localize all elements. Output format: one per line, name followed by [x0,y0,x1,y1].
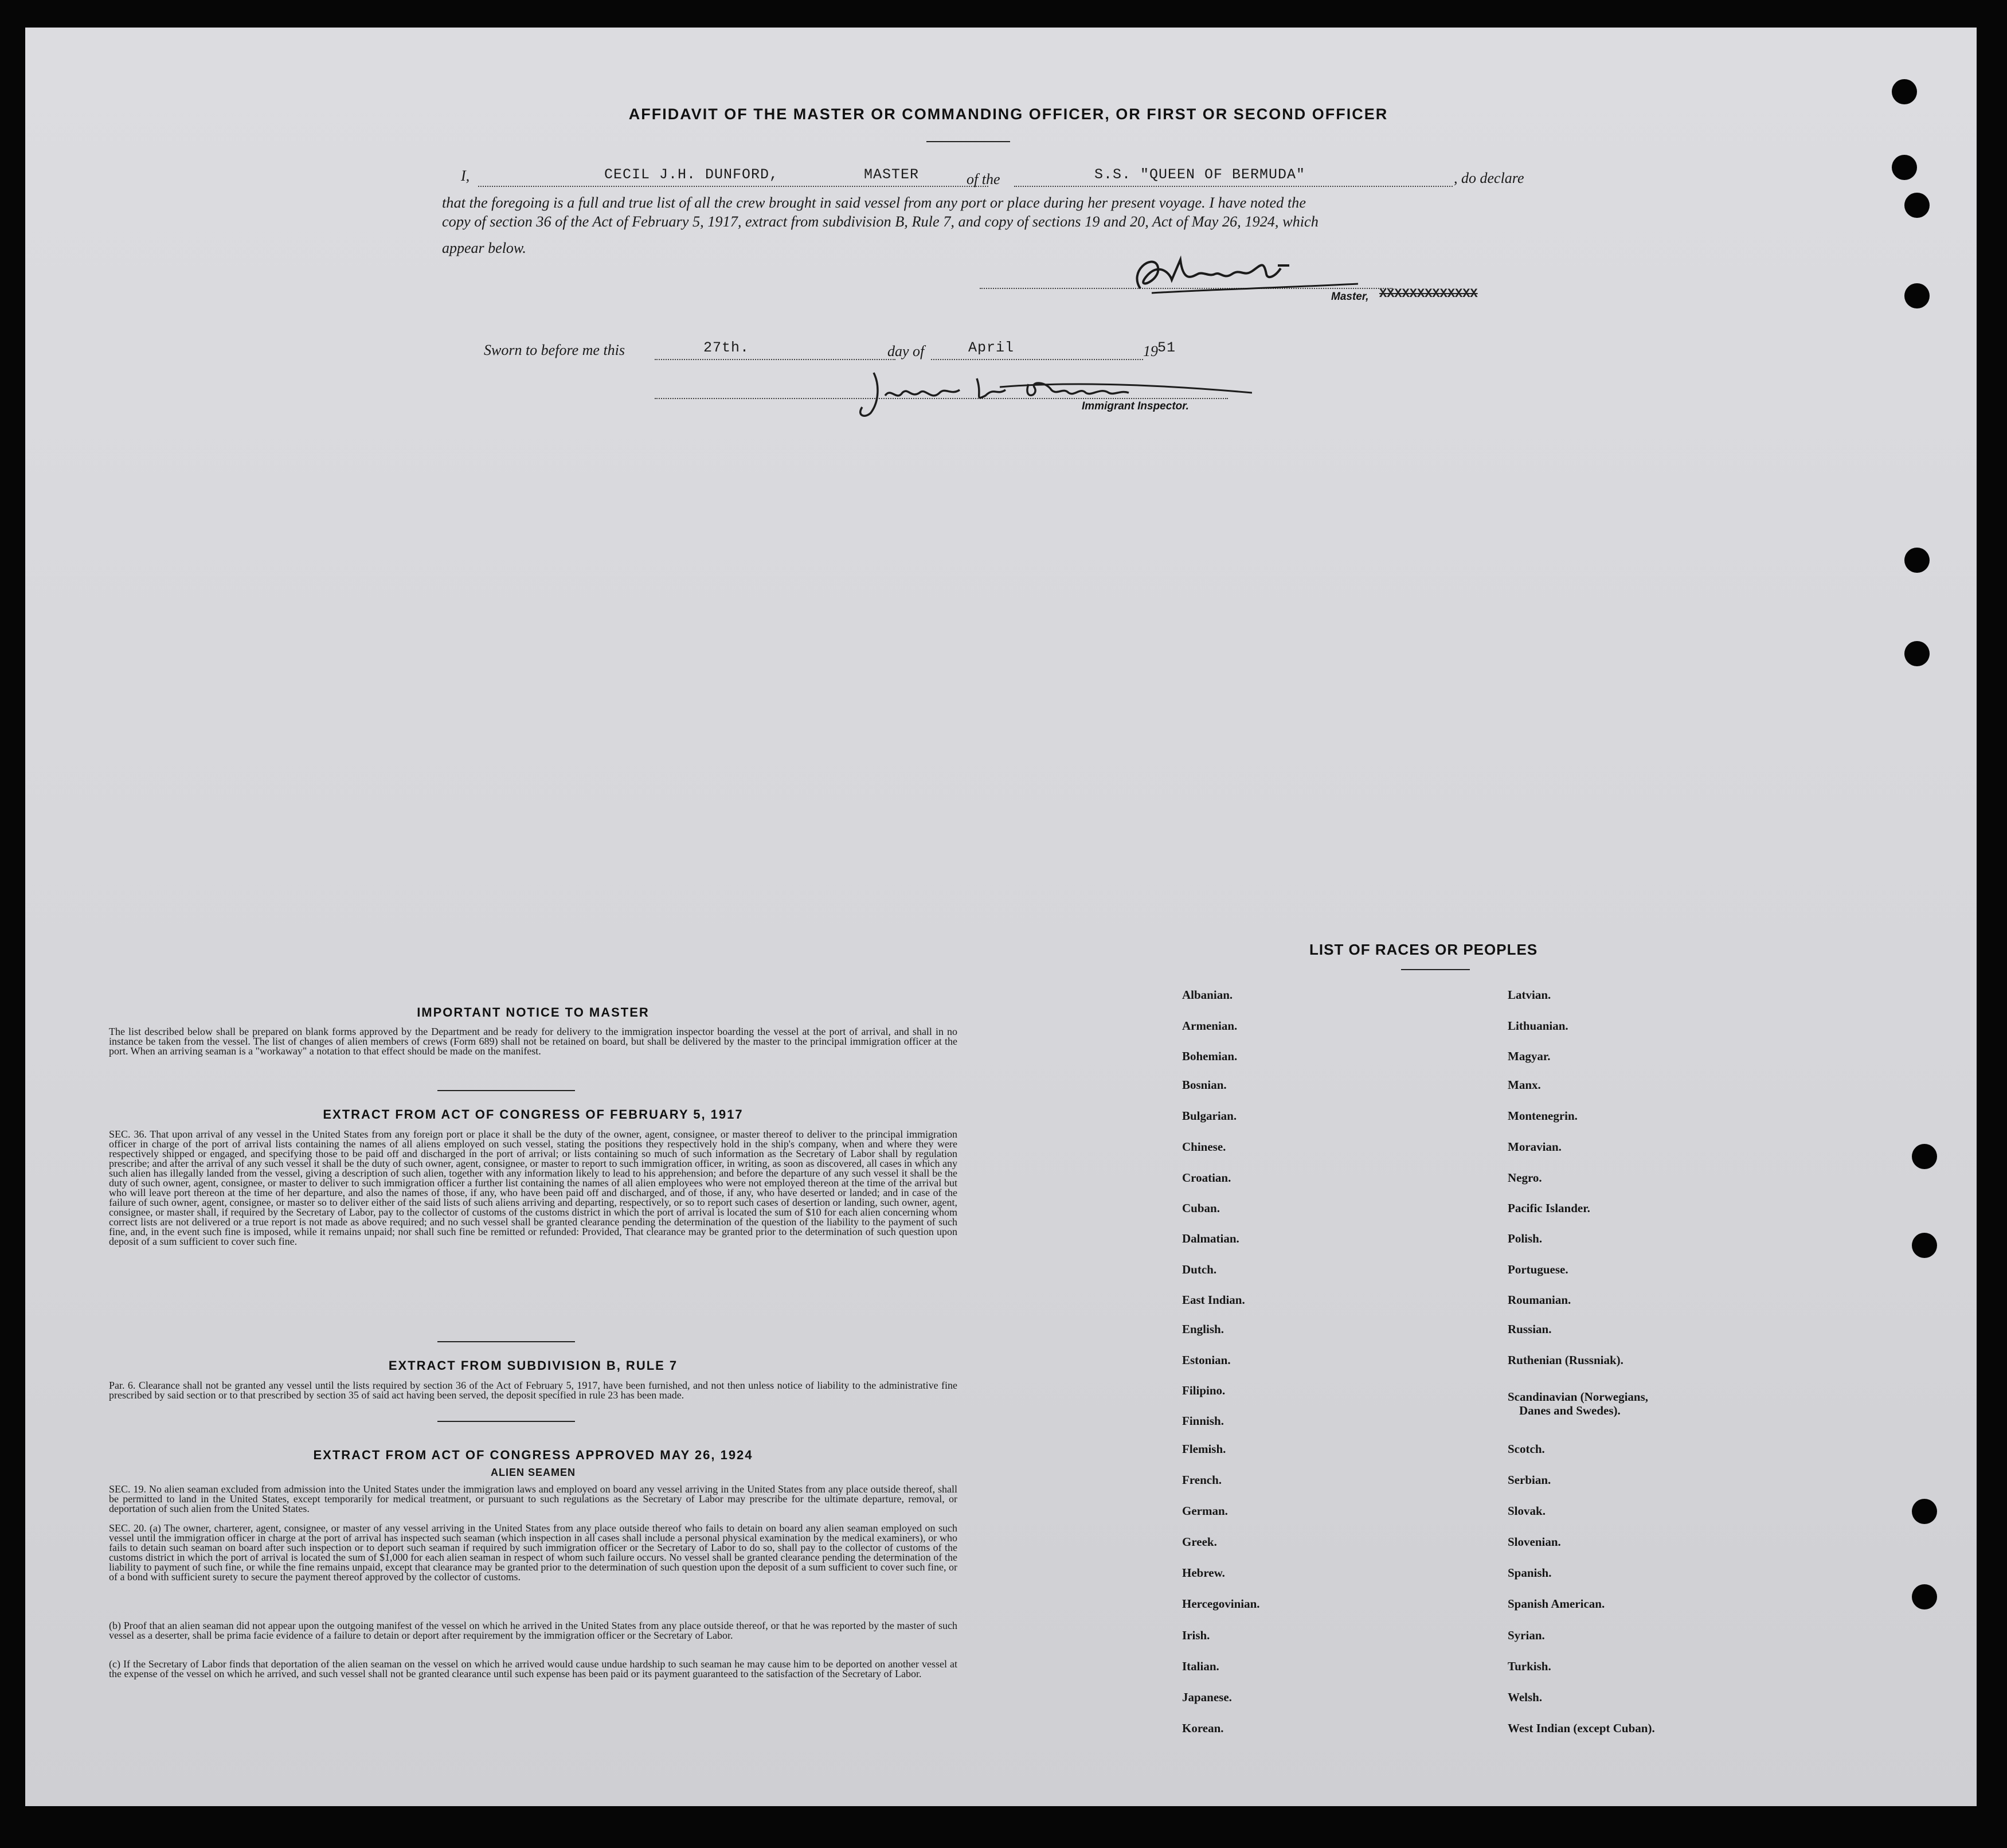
extract-rule7-title: EXTRACT FROM SUBDIVISION B, RULE 7 [388,1358,678,1373]
sec19-text: SEC. 19. No alien seaman excluded from admission into the United States under the immigration laws and employed on board any vessel arriving in the United States from any place outside thereof, shall be permitted to land in the United States, except temporarily for medical treatment, or pursuant to such regulations as the Secretary of Labor may prescribe for the ultimate departure, removal, or deportation of such alien from the United States. [109,1483,957,1514]
race-item: Estonian. [1182,1353,1231,1367]
race-item: Bosnian. [1182,1078,1227,1092]
race-item: Spanish. [1508,1566,1552,1580]
race-item: Roumanian. [1508,1293,1571,1307]
punch-hole [1904,283,1930,308]
race-item: Irish. [1182,1628,1210,1642]
race-item: Ruthenian (Russniak). [1508,1353,1623,1367]
affidavit-line-4: appear below. [442,240,526,256]
race-item: Greek. [1182,1535,1217,1549]
punch-hole [1904,641,1930,666]
punch-hole [1912,1584,1937,1609]
day-dotline [655,359,895,360]
sworn-day: 27th. [703,339,750,356]
declare-label: , do declare [1454,170,1524,186]
extract-1917-rule [437,1341,575,1342]
race-item: Armenian. [1182,1019,1238,1033]
punch-hole [1892,155,1917,180]
month-dotline [931,359,1143,360]
sworn-label: Sworn to before me this [484,342,625,358]
race-item: Italian. [1182,1659,1219,1673]
race-item: West Indian (except Cuban). [1508,1721,1655,1735]
race-item: Bohemian. [1182,1049,1238,1063]
punch-hole [1912,1499,1937,1524]
race-item: German. [1182,1504,1228,1518]
extract-1924-title: EXTRACT FROM ACT OF CONGRESS APPROVED MAY 26, 1924 [313,1448,753,1462]
race-item: Negro. [1508,1171,1542,1185]
race-item: Scotch. [1508,1442,1545,1456]
race-item: Filipino. [1182,1384,1226,1397]
i-label: I, [461,167,470,184]
race-item: Moravian. [1508,1140,1562,1154]
race-item: Finnish. [1182,1414,1224,1428]
struck-title: XXXXXXXXXXXXX [1379,287,1478,301]
name-dotline [478,186,988,187]
race-item: Korean. [1182,1721,1224,1735]
master-caption: Master, [1331,291,1369,303]
race-item: Montenegrin. [1508,1109,1578,1123]
race-item: Cuban. [1182,1201,1220,1215]
punch-hole [1904,548,1930,573]
sec20a-text: SEC. 20. (a) The owner, charterer, agent, consignee, or master of any vessel arriving in the United States from any place outside thereof who fails to detain on board any alien seaman employed on such vessel until the immigration officer in charge at the port of arrival has inspected such seaman (which inspection in all cases shall include a personal physical examination by the medical examiners), or who fails to detain such seaman on board after such inspection or to deport such seaman if required by such immigration officer or the Secretary of Labor to do so, shall pay to the collector of customs of the customs district in which the port of arrival is located the sum of $1,000 for each alien seaman in respect of whom such failure occurs. No vessel shall be granted clearance pending the determination of the liability to payment of such fine, or while the fine remains unpaid, except that clearance may be granted prior to the determination of such question upon the deposit of a sum sufficient to cover such fine, or of a bond with sufficient surety to secure the payment thereof approved by the collector of customs. [109,1522,957,1583]
race-item: Pacific Islander. [1508,1201,1590,1215]
race-item: Japanese. [1182,1690,1232,1704]
master-rank: MASTER [864,166,920,183]
race-item: Turkish. [1508,1659,1551,1673]
race-item: Scandinavian (Norwegians, [1508,1390,1649,1404]
punch-hole [1904,193,1930,218]
affidavit-line-3: copy of section 36 of the Act of February 5, 1917, extract from subdivision B, Rule 7, and copy of sections 19 and 20, Act of May 26, 1924, which [442,213,1319,230]
race-item: Hebrew. [1182,1566,1225,1580]
race-item: Flemish. [1182,1442,1226,1456]
race-item: Slovak. [1508,1504,1546,1518]
title-rule [926,141,1010,142]
punch-hole [1912,1233,1937,1258]
day-of-label: day of [887,343,925,360]
race-item: Russian. [1508,1322,1552,1336]
affidavit-title: AFFIDAVIT OF THE MASTER OR COMMANDING OFFICER, OR FIRST OR SECOND OFFICER [628,106,1388,123]
race-item: Latvian. [1508,988,1551,1002]
master-signature [1117,248,1358,303]
sworn-month: April [968,339,1015,356]
race-item: Portuguese. [1508,1263,1568,1276]
punch-hole [1912,1144,1937,1169]
race-item: Spanish American. [1508,1597,1605,1611]
sec20c-text: (c) If the Secretary of Labor finds that deportation of the alien seaman on the vessel on which he arrived would cause undue hardship to such seaman he may cause him to be deported on another vessel at the expense of the vessel on which he arrived, and such vessel shall not be granted clearance until such expense has been paid or its payment guaranteed to the satisfaction of the Secretary of Labor. [109,1658,957,1679]
race-item: Syrian. [1508,1628,1545,1642]
notice-title: IMPORTANT NOTICE TO MASTER [417,1005,650,1019]
race-item: Chinese. [1182,1140,1226,1154]
race-item: Welsh. [1508,1690,1543,1704]
year-printed: 19 [1143,343,1158,360]
race-item: Slovenian. [1508,1535,1561,1549]
race-item: Dalmatian. [1182,1232,1239,1245]
race-item: Manx. [1508,1078,1541,1092]
of-the-label: of the [967,171,1000,187]
race-item: French. [1182,1473,1222,1487]
notice-rule [437,1090,575,1091]
race-item: Bulgarian. [1182,1109,1237,1123]
extract-rule7-text: Par. 6. Clearance shall not be granted any vessel until the lists required by section 36 of the Act of February 5, 1917, have been furnished, and not then unless notice of liability to the administrative fine prescribed by said section or to that prescribed by section 35 of said act having been served, the deposit specified in rule 23 has been made. [109,1380,957,1401]
race-item: Hercegovinian. [1182,1597,1260,1611]
notice-text: The list described below shall be prepared on blank forms approved by the Department and be ready for delivery to the immigration inspector boarding the vessel at the port of arrival, and shall in no instance be taken from the vessel. The list of changes of alien members of crews (Form 689) shall not be retained on board, but shall be delivered by the master to the principal immigration officer at the port. When an arriving seaman is a "workaway" a notation to that effect should be made on the manifest. [109,1026,957,1057]
race-item: Dutch. [1182,1263,1217,1276]
race-item: East Indian. [1182,1293,1245,1307]
race-item: Polish. [1508,1232,1543,1245]
races-rule [1401,969,1470,970]
vessel-dotline [1014,186,1453,187]
extract-1924-subtitle: ALIEN SEAMEN [490,1467,576,1478]
sec20b-text: (b) Proof that an alien seaman did not appear upon the outgoing manifest of the vessel on which he arrived in the United States from any place outside thereof, or that he was reported by the master of such vessel as a deserter, shall be prima facie evidence of a failure to detain or deport after requirement by the immigration officer or the Secretary of Labor. [109,1620,957,1641]
races-title: LIST OF RACES OR PEOPLES [1309,941,1538,958]
extract-1917-text: SEC. 36. That upon arrival of any vessel in the United States from any foreign port or place it shall be the duty of the owner, agent, consignee, or master thereof to deliver to the principal immigration officer in charge of the port of arrival lists containing the names of all aliens employed on such vessel, stating the positions they respectively hold in the ship's company, when and where they were respectively shipped or engaged, and specifying those to be paid off and discharged in the port of arrival; or lists containing so much of such information as the Secretary of Labor shall by regulation prescribe; and after the arrival of any such vessel it shall be the duty of such owner, agent, consignee, or master to report to such immigration officer, in writing, as soon as discovered, all cases in which any such alien has illegally landed from the vessel, giving a description of such alien, together with any information likely to lead to his apprehension; and before the departure of any such vessel it shall be the duty of such owner, agent, consignee, or master to deliver to such immigration officer a further list containing the names of all alien employees who were not employed thereon at the time of the arrival but who will leave port thereon at the time of her departure, and also the names of those, if any, who have been paid off and discharged, and of those, if any, who have deserted or landed; and in case of the failure of such owner, agent, consignee, or master so to deliver either of the said lists of such aliens arriving and departing, respectively, or so to report such cases of desertion or landing, such owner, agent, consignee, or master shall, if required by the Secretary of Labor, pay to the collector of customs of the customs district in which the port of arrival is located the sum of $10 for each alien concerning whom correct lists are not delivered or a true report is not made as above required; and no such vessel shall be granted clearance pending the determination of the question of the liability to the payment of such fine, and, in the event such fine is imposed, while it remains unpaid; nor shall such fine be remitted or refunded: Provided, That clearance may be granted prior to the determination of such question upon deposit of a sum sufficient to cover such fine. [109,1128,957,1247]
race-item: English. [1182,1322,1224,1336]
inspector-caption: Immigrant Inspector. [1082,400,1189,412]
race-item: Croatian. [1182,1171,1231,1185]
race-item: Magyar. [1508,1049,1551,1063]
extract-rule7-rule [437,1421,575,1422]
vessel-name: S.S. "QUEEN OF BERMUDA" [1094,166,1306,183]
document-sheet [25,28,1977,1806]
master-name: CECIL J.H. DUNFORD, [604,166,779,183]
race-item: Lithuanian. [1508,1019,1568,1033]
year-typed: 51 [1157,339,1176,356]
extract-1917-title: EXTRACT FROM ACT OF CONGRESS OF FEBRUARY 5, 1917 [323,1107,744,1122]
race-item: Serbian. [1508,1473,1551,1487]
affidavit-line-2: that the foregoing is a full and true list of all the crew brought in said vessel from any port or place during her present voyage. I have noted the [442,194,1306,211]
race-item: Danes and Swedes). [1519,1404,1621,1417]
inspector-signature [839,361,1252,424]
punch-hole [1892,79,1917,104]
race-item: Albanian. [1182,988,1233,1002]
